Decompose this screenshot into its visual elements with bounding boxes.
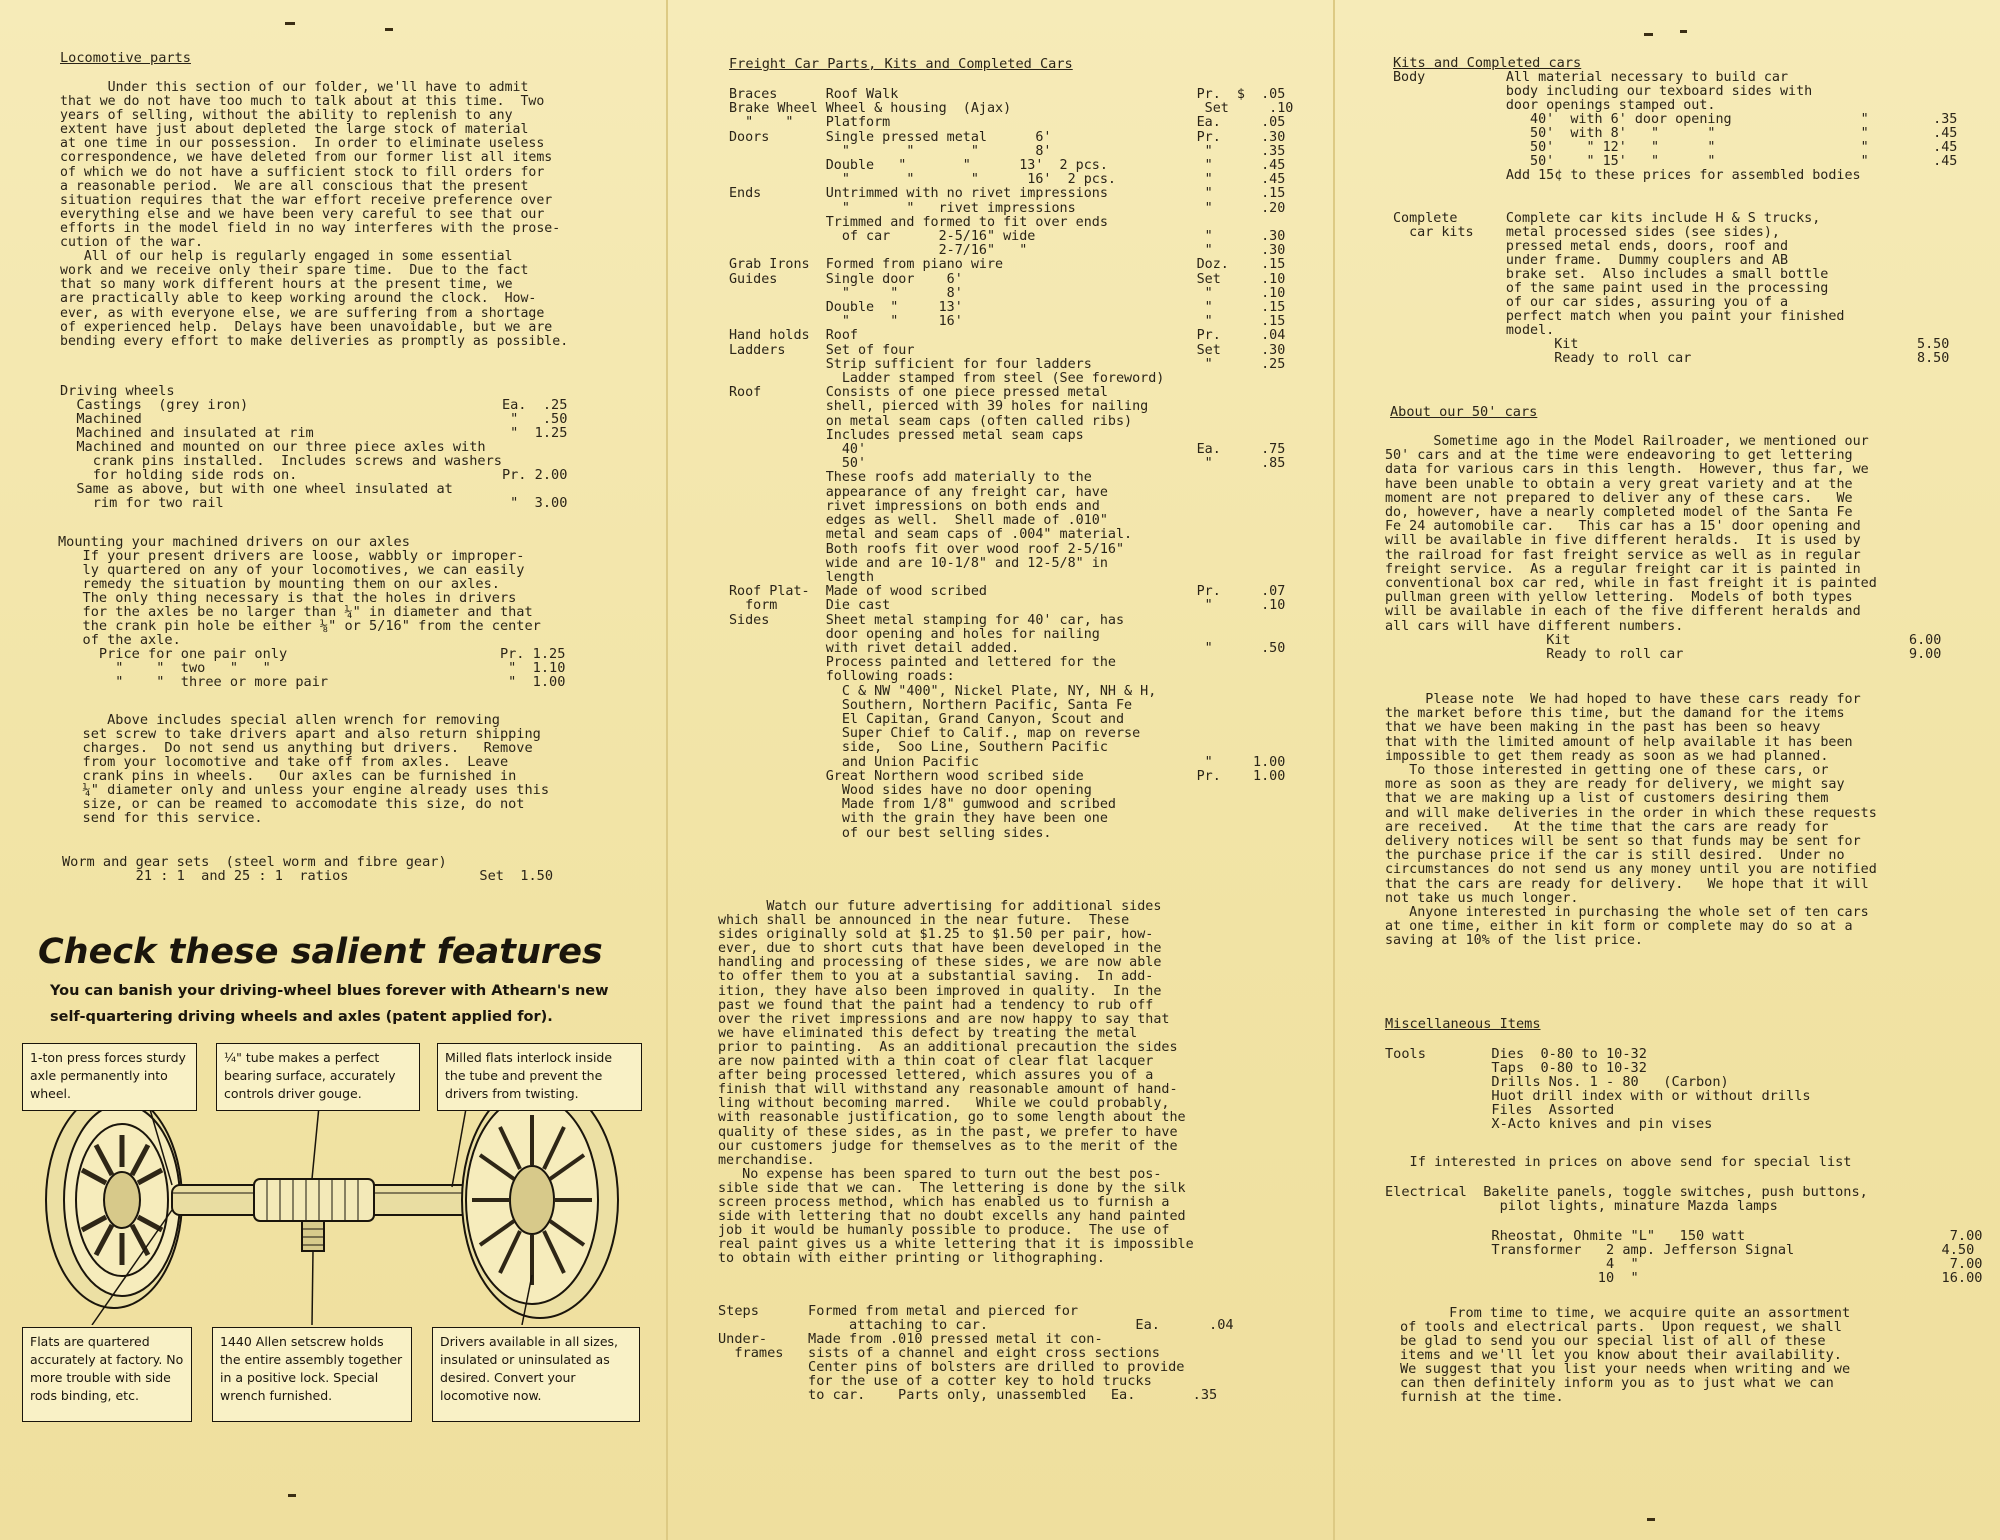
- print-speck: [1647, 1518, 1655, 1521]
- ad-subtitle: You can banish your driving-wheel blues forever with Athearn's new self-quartering driving wheels and axles (patent applied for).: [50, 983, 609, 1025]
- misc-heading: Miscellaneous Items: [1385, 1016, 1541, 1032]
- locomotive-heading: Locomotive parts: [60, 50, 191, 66]
- closing-note: From time to time, we acquire quite an assortment of tools and electrical parts. Upon request, we shall be glad to send you our special list of all of these items and we'll let you know about their availability. We suggest that you list your needs when writing and we can then definitely inform you as to just what we can furnish at the time.: [1400, 1305, 1851, 1405]
- callout-sizes: Drivers available in all sizes, insulated or uninsulated as desired. Convert your locomotive now.: [432, 1327, 640, 1422]
- steps-underframes: Steps Formed from metal and pierced for attaching to car. Ea. .04 Under- Made from .010 pressed metal it con- frames sists of a channel and eight cross sections Center pins of bolsters are drilled to provide for the use of a cotter key to hold trucks to car. Parts only, unassembled Ea. .35: [718, 1303, 1234, 1403]
- fold-line: [1333, 0, 1335, 1540]
- allen-wrench-note: Above includes special allen wrench for removing set screw to take drivers apart and also return shipping charges. Do not send us anything but drivers. Remove from your locomotive and take off from axles. Leave crank pins in wheels. Our axles can be furnished in ¼" diameter only and unless your engine already uses this size, or can be reamed to accomodate this size, do not send for this service.: [82, 712, 550, 826]
- tools-note: If interested in prices on above send for special list: [1385, 1154, 1852, 1170]
- ad-title: Check these salient features: [38, 932, 603, 972]
- freight-parts-list: Braces Roof Walk Pr. $ .05 Brake Wheel Wheel & housing (Ajax) Set .10 " " Platform Ea. .05 Doors Single pressed metal 6' Pr. .30 " " " 8' " .35 Double " " 13' 2 pcs. " .45 " " " 16' 2 pcs. " .45 Ends Untrimmed with no rivet impressions " .15 " " rivet impressions " .20 Trimmed and formed to fit over ends of car 2-5/16" wide " .30 2-7/16" " " .30 Grab Irons Formed from piano wire Doz. .15 Guides Single door 6' Set .10 " " 8' " .10 Double " 13' " .15 " " 16' " .15 Hand holds Roof Pr. .04 Ladders Set of four Set .30 Strip sufficient for four ladders " .25 Ladder stamped from steel (See foreword) Roof Consists of one piece pressed metal shell, pierced with 39 holes for nailing on metal seam caps (often called ribs) Includes pressed metal seam caps 40' Ea. .75 50' " .85 These roofs add materially to the appearance of any freight car, have rivet impressions on both ends and edges as well. Shell made of .010" metal and seam caps of .004" material. Both roofs fit over wood roof 2-5/16" wide and are 10-1/8" and 12-5/8" in length Roof Plat- Made of wood scribed Pr. .07 form Die cast " .10 Sides Sheet metal stamping for 40' car, has door opening and holes for nailing with rivet detail added. " .50 Process painted and lettered for the following roads: C & NW "400", Nickel Plate, NY, NH & H, Southern, Northern Pacific, Santa Fe El Capitan, Grand Canyon, Scout and Super Chief to Calif., map on reverse side, Soo Line, Southern Pacific and Union Pacific " 1.00 Great Northern wood scribed side Pr. 1.00 Wood sides have no door opening Made from 1/8" gumwood and scribed with the grain they have been one of our best selling sides.: [729, 87, 1294, 841]
- freight-sides-note: Watch our future advertising for additional sides which shall be announced in the near future. These sides originally sold at $1.25 to $1.50 per pair, how- ever, due to short cuts that have been developed in the handling and processing of these sides, we are now able to offer them to you at a substantial saving. In add- ition, they have also been improved in quality. In the past we found that the paint had a tendency to rub off over the rivet impressions and are now happy to say that we have eliminated this defect by treating the metal prior to painting. As an additional precaution the sides are now painted with a thin coat of clear flat lacquer after being processed lettered, which assures you of a finish that will withstand any reasonable amount of hand- ling without becoming marred. While we could probably, with reasonable justification, go to some length about the quality of these sides, as in the past, we prefer to have our customers judge for themselves as to the merit of the merchandise. No expense has been spared to turn out the best pos- sible side that we can. The lettering is done by the silk screen process method, which has enabled us to furnish a side with lettering that no doubt excells any hand painted job it would be humanly possible to produce. The use of real paint gives us a white lettering that it is impossible to obtain with either printing or lithographing.: [718, 899, 1194, 1267]
- print-speck: [1644, 33, 1653, 36]
- wheel-axle-illustration: [22, 1075, 632, 1325]
- tools-list: Tools Dies 0-80 to 10-32 Taps 0-80 to 10-32 Drills Nos. 1 - 80 (Carbon) Huot drill index with or without drills Files Assorted X-Acto knives and pin vises: [1385, 1046, 1811, 1132]
- about-50-heading: About our 50' cars: [1390, 404, 1538, 420]
- print-speck: [1680, 30, 1687, 33]
- rheostat-list: Rheostat, Ohmite "L" 150 watt 7.00 Transformer 2 amp. Jefferson Signal 4.50 4 " 7.00 10 " 16.00: [1491, 1228, 1983, 1286]
- callout-tube: ¼" tube makes a perfect bearing surface, accurately controls driver gouge.: [216, 1043, 420, 1111]
- callout-flats: Milled flats interlock inside the tube and prevent the drivers from twisting.: [437, 1043, 642, 1111]
- please-note-body: Please note We had hoped to have these cars ready for the market before this time, but the damand for the items that we have been making in the past has been so heavy that with the limited amount of help available it has been impossible to get them ready as soon as we had planned. To those interested in getting one of these cars, or more as soon as they are ready for delivery, we might say that we are making up a list of customers desiring them and will make deliveries in the order in which these requests are received. At the time that the cars are ready for delivery notices will be sent so that funds may be sent for the purchase price if the car is still desired. Under no circumstances do not send us any money until you are notified that the cars are ready for delivery. We hope that it will not take us much longer. Anyone interested in purchasing the whole set of ten cars at one time, either in kit form or complete may do so at a saving at 10% of the list price.: [1385, 692, 1877, 949]
- callout-press: 1-ton press forces sturdy axle permanently into wheel.: [22, 1043, 197, 1111]
- callout-quartered: Flats are quartered accurately at factory. No more trouble with side rods binding, etc.: [22, 1327, 192, 1422]
- mounting-section: Mounting your machined drivers on our axles If your present drivers are loose, wabbly or improper- ly quartered on any of your locomotives, we can easily remedy the situation by mounting them on our axles. The only thing necessary is that the holes in drivers for the axles be no larger than ¼" in diameter and that the crank pin hole be either ⅛" or 5/16" from the center of the axle. Price for one pair only Pr. 1.25 " " two " " " 1.10 " " three or more pair " 1.00: [58, 534, 566, 690]
- worm-gear-sets: Worm and gear sets (steel worm and fibre gear) 21 : 1 and 25 : 1 ratios Set 1.50: [62, 854, 554, 884]
- kits-heading: Kits and Completed cars: [1393, 55, 1582, 71]
- about-50-body: Sometime ago in the Model Railroader, we mentioned our 50' cars and at the time were endeavoring to get lettering data for various cars in this length. However, thus far, we have been unable to obtain a very great variety and at the moment are not prepared to deliver any of these cars. We do, however, have a nearly completed model of the Santa Fe Fe 24 automobile car. This car has a 15' door opening and will be available in five different heralds. It is used by the railroad for fast freight service as well as in regular freight service. As a regular freight car it is painted in conventional box car red, while in fast freight it is painted pullman green with yellow lettering. Models of both types will be available in each of the five different heralds and all cars will have different numbers. Kit 6.00 Ready to roll car 9.00: [1385, 434, 1942, 663]
- complete-car-kits: Complete Complete car kits include H & S trucks, car kits metal processed sides (see sides), pressed metal ends, doors, roof and under frame. Dummy couplers and AB brake set. Also includes a small bottle of the same paint used in the processing of our car sides, assuring you of a perfect match when you paint your finished model. Kit 5.50 Ready to roll car 8.50: [1393, 211, 1950, 366]
- fold-line: [666, 0, 668, 1540]
- callout-setscrew: 1440 Allen setscrew holds the entire assembly together in a positive lock. Special wrench furnished.: [212, 1327, 412, 1422]
- body-section: Body All material necessary to build car body including our texboard sides with door openings stamped out. 40' with 6' door opening " .35 50' with 8' " " " .45 50' " 12' " " " .45 50' " 15' " " " .45 Add 15¢ to these prices for assembled bodies: [1393, 70, 1958, 183]
- driving-wheels-list: Driving wheels Castings (grey iron) Ea. .25 Machined " .50 Machined and insulated at rim " 1.25 Machined and mounted on our three piece axles with crank pins installed. Includes screws and washers for holding side rods on. Pr. 2.00 Same as above, but with one wheel insulated at rim for two rail " 3.00: [60, 383, 568, 511]
- electrical-section: Electrical Bakelite panels, toggle switches, push buttons, pilot lights, minature Mazda lamps: [1385, 1184, 1868, 1214]
- print-speck: [288, 1494, 296, 1497]
- print-speck: [385, 28, 393, 31]
- locomotive-intro: Under this section of our folder, we'll have to admit that we do not have too much to talk about at this time. Two years of selling, without the ability to replenish to any extent have just about depleted the large stock of material at one time in our possession. In order to eliminate useless correspondence, we have deleted from our former list all items of which we do not have a sufficient stock to fill orders for a reasonable period. We are all conscious that the present situation requires that the war effort receive preference over everything else and we have been very careful to see that our efforts in the model field in no way interferes with the prose- cution of the war. All of our help is regularly engaged in some essential work and we receive only their spare time. Due to the fact that so many work different hours at the present time, we are practically able to keep working around the clock. How- ever, as with everyone else, we are suffering from a shortage of experienced help. Delays have been unavoidable, but we are bending every effort to make deliveries as promptly as possible.: [60, 80, 569, 349]
- print-speck: [285, 22, 295, 25]
- freight-heading: Freight Car Parts, Kits and Completed Cars: [729, 56, 1073, 72]
